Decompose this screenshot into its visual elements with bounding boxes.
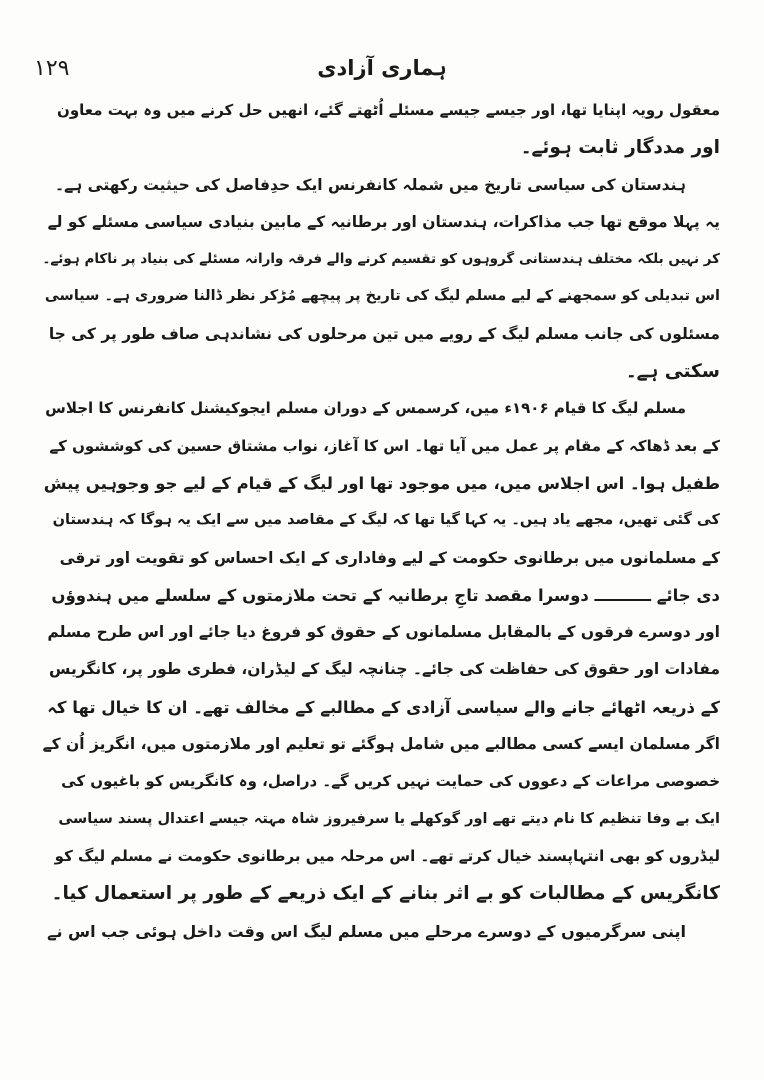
- text-line: کانگریس کے مطالبات کو بے اثر بنانے کے ایک ذریعے کے طور پر استعمال کیا۔: [51, 883, 720, 905]
- text-line: کر نہیں بلکہ مختلف ہندستانی گروہوں کو تقسیم کرنے والے فرقہ وارانہ مسئلے کی بنیاد پر ناکام ہوئے۔: [42, 251, 720, 268]
- text-line: اور دوسرے فرقوں کے بالمقابل مسلمانوں کے حقوق کو فروغ دیا جائے اور اس طرح مسلم: [47, 623, 720, 642]
- text-line: مسلم لیگ کا قیام ۱۹۰۶ء میں، کرسمس کے دوران مسلم ایجوکیشنل کانفرنس کا اجلاس: [45, 399, 686, 418]
- text-line: کے بعد ڈھاکہ کے مقام پر عمل میں آیا تھا۔ اس کا آغاز، نواب مشتاق حسین کی کوششوں کے: [49, 436, 720, 455]
- text-line: طفیل ہوا۔ اس اجلاس میں، میں موجود تھا اور لیگ کے قیام کے لیے جو وجوہیں پیش: [43, 473, 720, 493]
- text-line: ایک بے وفا تنظیم کا نام دیتے تھے اور گوکھلے یا سرفیروز شاہ مہتہ جیسے اعتدال پسند سیاسی: [58, 810, 720, 827]
- page-number: ۱۲۹: [34, 56, 70, 81]
- running-title: ہماری آزادی: [317, 56, 447, 80]
- text-line: لیڈروں کو بھی انتہاپسند خیال کرتے تھے۔ اس مرحلہ میں برطانوی حکومت نے مسلم لیگ کو: [54, 846, 720, 865]
- text-line: کے مسلمانوں میں برطانوی حکومت کے لیے وفاداری کے ایک احساس کو تقویت اور ترقی: [59, 548, 720, 567]
- text-line: معقول رویہ اپنایا تھا، اور جیسے جیسے مسئلے اُٹھتے گئے، انھیں حل کرنے میں وہ بہت معاون: [57, 101, 720, 119]
- text-line: اس تبدیلی کو سمجھنے کے لیے مسلم لیگ کی تاریخ پر پیچھے مُڑکر نظر ڈالنا ضروری ہے۔ سیاسی: [44, 288, 720, 305]
- text-line: یہ پہلا موقع تھا جب مذاکرات، ہندستان اور برطانیہ کے مابین بنیادی سیاسی مسئلے کو لے: [47, 212, 720, 231]
- text-line: ہندستان کی سیاسی تاریخ میں شملہ کانفرنس ایک حدِفاصل کی حیثیت رکھتی ہے۔: [55, 175, 686, 194]
- text-line: مسئلوں کی جانب مسلم لیگ کے رویے میں تین مرحلوں کی نشاندہی صاف طور پر کی جا: [48, 324, 720, 343]
- text-line: کے ذریعہ اٹھائے جانے والے سیاسی آزادی کے مطالبے کے مخالف تھے۔ ان کا خیال تھا کہ: [47, 697, 720, 717]
- text-line: اپنی سرگرمیوں کے دوسرے مرحلے میں مسلم لیگ اس وقت داخل ہوئی جب اس نے: [47, 921, 686, 941]
- text-line: دی جائے ــــــــــ دوسرا مقصد تاجِ برطانیہ کے تحت ملازمتوں کے سلسلے میں ہندوؤں: [51, 585, 720, 605]
- body-text: [40, 92, 720, 950]
- text-line: کی گئی تھیں، مجھے یاد ہیں۔ یہ کہا گیا تھا کہ لیگ کے مقاصد میں سے ایک یہ ہوگا کہ ہندستان: [52, 512, 720, 529]
- text-line: سکتی ہے۔: [625, 361, 720, 383]
- text-line: اور مددگار ثابت ہوئے۔: [520, 137, 720, 159]
- text-line: مفادات اور حقوق کی حفاظت کی جائے۔ چنانچہ لیگ کے لیڈران، فطری طور پر، کانگریس: [49, 660, 720, 679]
- text-line: خصوصی مراعات کے دعووں کی حمایت نہیں کریں گے۔ دراصل، وہ کانگریس کو باغیوں کی: [61, 772, 720, 791]
- text-line: اگر مسلمان ایسے کسی مطالبے میں شامل ہوگئے تو تعلیم اور ملازمتوں میں، انگریز اُن کے: [42, 735, 720, 754]
